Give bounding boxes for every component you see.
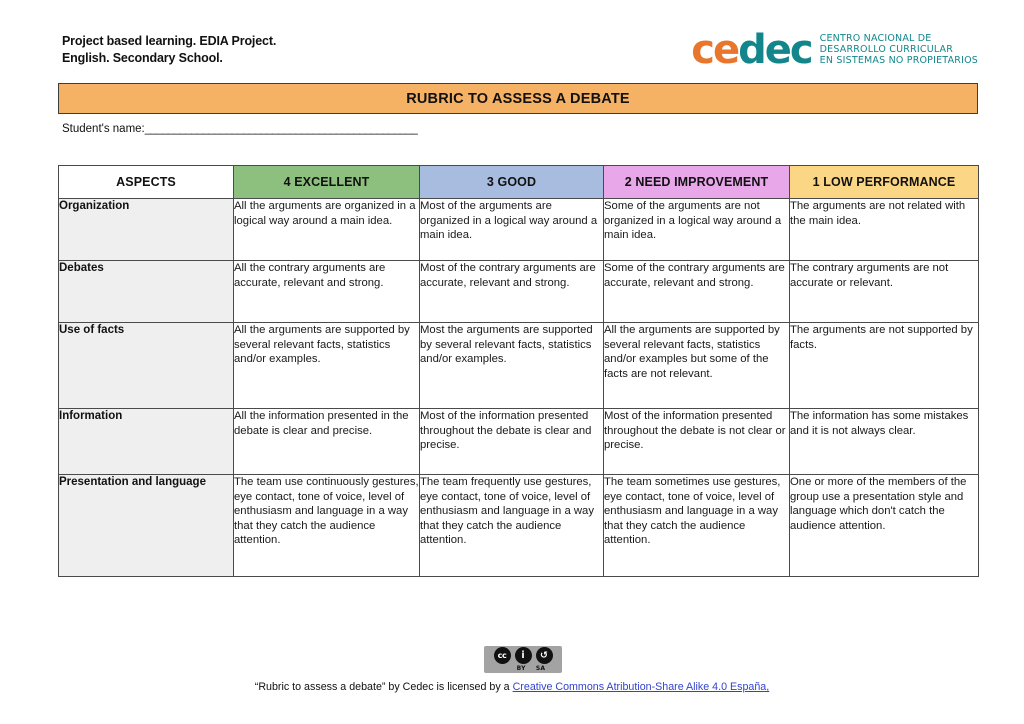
- criteria-cell: The arguments are not related with the main idea.: [790, 199, 979, 261]
- cc-by-label: BY: [516, 665, 526, 672]
- table-row: [59, 475, 979, 577]
- aspect-label: Presentation and language: [59, 475, 234, 577]
- criteria-cell: The team frequently use gestures, eye contact, tone of voice, level of enthusiasm and language in a way that they catch the audience attention.: [420, 475, 604, 577]
- criteria-cell: The team use continuously gestures, eye contact, tone of voice, level of enthusiasm and language in a way that they catch the audience attention.: [234, 475, 420, 577]
- cedec-logo-dec: dec: [738, 27, 812, 73]
- table-row: [59, 409, 979, 475]
- header-line-2: English. Secondary School.: [62, 51, 223, 65]
- cedec-logo-wordmark: [691, 27, 812, 73]
- column-header-need-improvement: 2 NEED IMPROVEMENT: [604, 166, 790, 199]
- aspect-label: Use of facts: [59, 323, 234, 409]
- criteria-cell: All the arguments are supported by several relevant facts, statistics and/or examples.: [234, 323, 420, 409]
- column-header-aspects: ASPECTS: [59, 166, 234, 199]
- cedec-tagline-line-3: EN SISTEMAS NO PROPIETARIOS: [819, 55, 978, 67]
- page-title: RUBRIC TO ASSESS A DEBATE: [406, 90, 630, 107]
- criteria-cell: Some of the contrary arguments are accurate, relevant and strong.: [604, 261, 790, 323]
- criteria-cell: The information has some mistakes and it is not always clear.: [790, 409, 979, 475]
- cedec-tagline-line-1: CENTRO NACIONAL DE: [819, 33, 932, 44]
- student-name-blank: _______________________________________________: [144, 123, 418, 135]
- criteria-cell: All the arguments are supported by several relevant facts, statistics and/or examples but some of the facts are not relevant.: [604, 323, 790, 409]
- aspect-label: Information: [59, 409, 234, 475]
- rubric-table: [58, 165, 979, 577]
- document-header: [0, 0, 1024, 80]
- criteria-cell: Some of the arguments are not organized in a logical way around a main idea.: [604, 199, 790, 261]
- cc-logo-icon: cc: [494, 647, 511, 664]
- criteria-cell: The arguments are not supported by facts.: [790, 323, 979, 409]
- cc-sharealike-icon: ↺: [536, 647, 553, 664]
- table-header-row: [59, 166, 979, 199]
- column-header-low-performance: 1 LOW PERFORMANCE: [790, 166, 979, 199]
- criteria-cell: Most of the information presented throughout the debate is clear and precise.: [420, 409, 604, 475]
- criteria-cell: One or more of the members of the group use a presentation style and language which don't catch the audience attention.: [790, 475, 979, 577]
- criteria-cell: All the information presented in the debate is clear and precise.: [234, 409, 420, 475]
- cedec-logo-ce: ce: [691, 27, 739, 73]
- cc-badge-labels: [484, 665, 562, 672]
- aspect-label: Debates: [59, 261, 234, 323]
- criteria-cell: Most of the information presented throughout the debate is not clear or precise.: [604, 409, 790, 475]
- criteria-cell: All the arguments are organized in a logical way around a main idea.: [234, 199, 420, 261]
- rubric-table-container: [58, 165, 978, 577]
- cc-badge-icons: [484, 647, 562, 664]
- document-title-banner: [58, 83, 978, 114]
- student-name-field[interactable]: [62, 123, 417, 135]
- license-statement: [0, 681, 1024, 693]
- license-text-prefix: “Rubric to assess a debate” by Cedec is licensed by a: [254, 681, 513, 693]
- criteria-cell: Most the arguments are supported by several relevant facts, statistics and/or examples.: [420, 323, 604, 409]
- header-line-1: Project based learning. EDIA Project.: [62, 34, 277, 48]
- cc-attribution-icon: i: [515, 647, 532, 664]
- criteria-cell: All the contrary arguments are accurate, relevant and strong.: [234, 261, 420, 323]
- cc-sa-label: SA: [535, 665, 546, 672]
- license-link[interactable]: Creative Commons Atribution-Share Alike 4.0 España,: [512, 681, 770, 693]
- table-row: [59, 199, 979, 261]
- criteria-cell: Most of the contrary arguments are accurate, relevant and strong.: [420, 261, 604, 323]
- student-name-label: Student's name:: [62, 123, 145, 135]
- table-row: [59, 323, 979, 409]
- cedec-logo-tagline: [820, 33, 978, 67]
- criteria-cell: The team sometimes use gestures, eye contact, tone of voice, level of enthusiasm and language in a way that they catch the audience attention.: [604, 475, 790, 577]
- cedec-logo: [691, 27, 978, 73]
- cedec-tagline-line-2: DESARROLLO CURRICULAR: [819, 44, 954, 56]
- criteria-cell: Most of the arguments are organized in a logical way around a main idea.: [420, 199, 604, 261]
- criteria-cell: The contrary arguments are not accurate or relevant.: [790, 261, 979, 323]
- table-row: [59, 261, 979, 323]
- column-header-excellent: 4 EXCELLENT: [234, 166, 420, 199]
- aspect-label: Organization: [59, 199, 234, 261]
- header-project-info: [62, 33, 276, 67]
- creative-commons-badge-icon: [484, 646, 562, 673]
- column-header-good: 3 GOOD: [420, 166, 604, 199]
